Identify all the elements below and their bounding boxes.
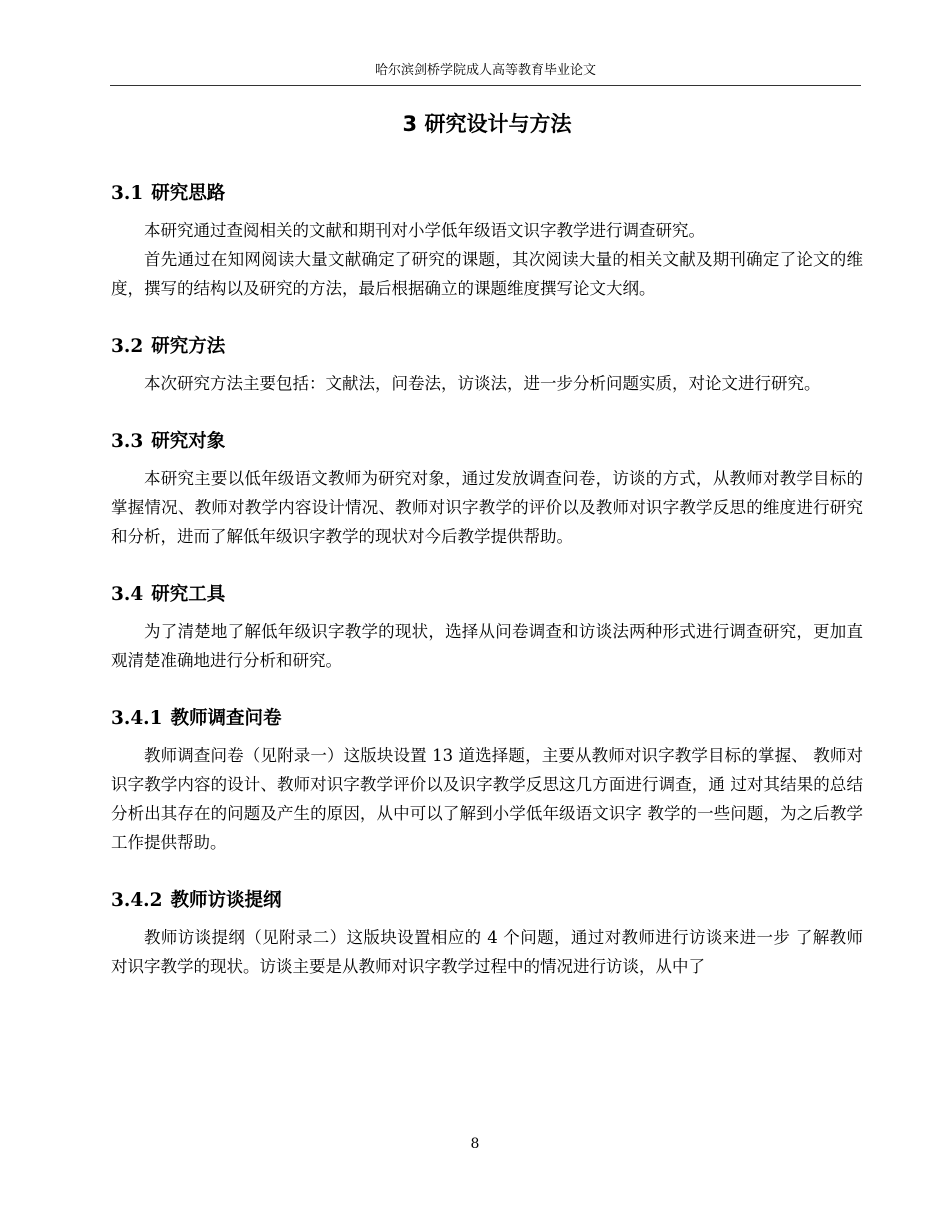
chapter-title: 3 研究设计与方法 [402,112,572,136]
section-title [111,180,863,208]
paragraph: 本研究主要以低年级语文教师为研究对象，通过发放调查问卷，访谈的方式，从教师对教学目标的掌握情况、教师对教学内容设计情况、教师对识字教学的评价以及教师对识字教学反思的维度进行研究和分析，进而了解低年级识字教学的现状对今后教学提供帮助。 [111,469,863,546]
section-3-4-1 [111,705,863,857]
section-number: 3.4.2 [111,890,163,911]
paragraph: 首先通过在知网阅读大量文献确定了研究的课题，其次阅读大量的相关文献及期刊确定了论文的维度，撰写的结构以及研究的方法，最后根据确立的课题维度撰写论文大纲。 [111,250,863,298]
paragraph: 本研究通过查阅相关的文献和期刊对小学低年级语文识字教学进行调查研究。 [144,221,705,240]
section-3-4-2 [111,887,863,981]
section-title [111,581,863,609]
page-number: 8 [470,1136,480,1152]
page-header: 哈尔滨剑桥学院成人高等教育毕业论文 [374,63,596,78]
section-title [111,428,863,456]
section-number: 3.4 [111,584,144,605]
section-3-4 [111,581,863,675]
section-title [111,705,863,733]
paragraph: 为了清楚地了解低年级识字教学的现状，选择从问卷调查和访谈法两种形式进行调查研究，更加直观清楚准确地进行分析和研究。 [111,622,863,670]
section-number: 3.4.1 [111,708,163,729]
section-title-text: 研究方法 [151,336,226,357]
section-3-1 [111,180,863,303]
section-title-text: 教师访谈提纲 [170,890,282,911]
paragraph: 本次研究方法主要包括：文献法，问卷法，访谈法，进一步分析问题实质，对论文进行研究。 [144,374,821,393]
section-3-2 [111,333,863,398]
page-content [111,108,863,981]
paragraph: 教师访谈提纲（见附录二）这版块设置相应的 4 个问题，通过对教师进行访谈来进一步 了解教师对识字教学的现状。访谈主要是从教师对识字教学过程中的情况进行访谈，从中了 [111,928,863,976]
section-title-text: 教师调查问卷 [170,708,282,729]
section-title [111,333,863,361]
section-title-text: 研究思路 [151,183,226,204]
section-title-text: 研究对象 [151,431,226,452]
section-number: 3.1 [111,183,144,204]
section-number: 3.2 [111,336,144,357]
section-title [111,887,863,915]
paragraph: 教师调查问卷（见附录一）这版块设置 13 道选择题，主要从教师对识字教学目标的掌握、 教师对识字教学内容的设计、教师对识字教学评价以及识字教学反思这几方面进行调查，通 过对其结果的总结分析出其存在的问题及产生的原因，从中可以了解到小学低年级语文识字 教学的一些问题，为之后教学工作提供帮助。 [111,746,863,852]
header-rule [110,85,861,86]
section-number: 3.3 [111,431,144,452]
section-3-3 [111,428,863,551]
section-title-text: 研究工具 [151,584,226,605]
